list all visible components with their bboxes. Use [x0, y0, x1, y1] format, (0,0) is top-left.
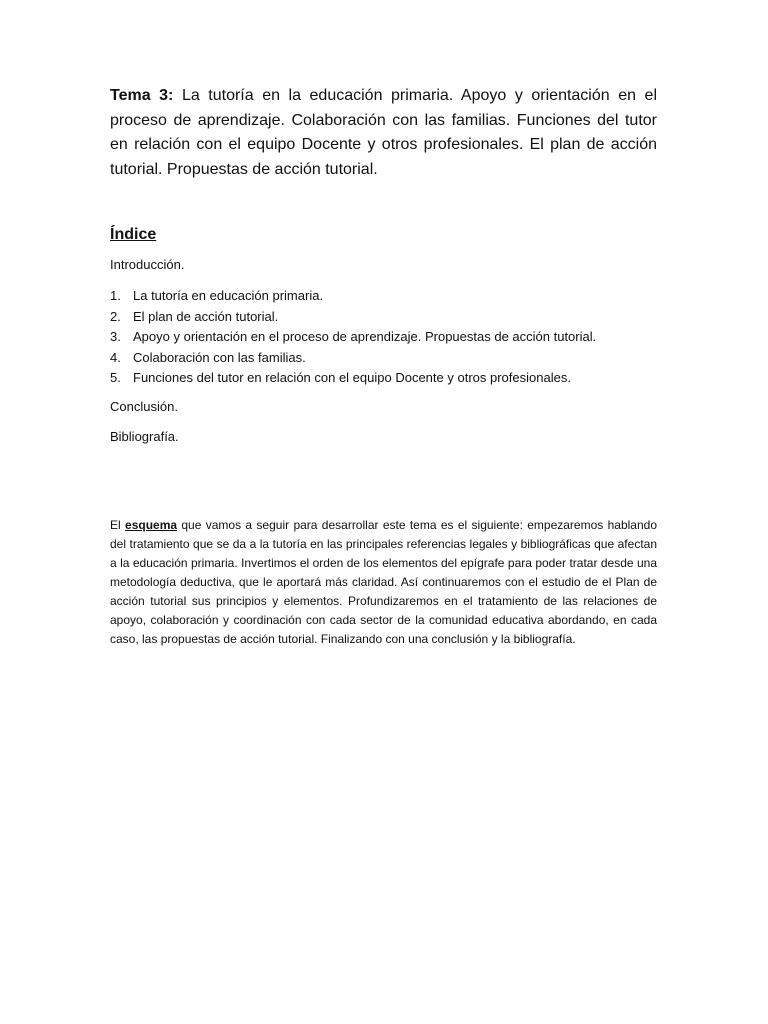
- schema-prefix: El: [110, 517, 126, 532]
- index-item: [110, 307, 657, 328]
- index-item: [110, 286, 657, 307]
- index-bibliography: Bibliografía.: [110, 428, 179, 444]
- index-introduction: Introducción.: [110, 257, 185, 272]
- topic-label: Tema 3:: [110, 87, 174, 104]
- index-item-text: La tutoría en educación primaria.: [133, 288, 324, 303]
- index-heading: Índice: [110, 226, 157, 243]
- index-item-number: 1.: [110, 288, 121, 303]
- schema-text: que vamos a seguir para desarrollar este tema es el siguiente: empezaremos hablando del tratamiento que se da a la tutoría en las principales referencias legales y bibliográficas que afectan a la educación primaria. Invertimos el orden de los elementos del epígrafe para poder tratar desde una metodología deductiva, que le aportará más claridad. Así continuaremos con el estudio de el Plan de acción tutorial sus principios y elementos. Profundizaremos en el tratamiento de las relaciones de apoyo, colaboración y coordinación con cada sector de la comunidad educativa abordando, en cada caso, las propuestas de acción tutorial. Finalizando con una conclusión y la bibliografía.: [110, 517, 657, 646]
- index-item-text: Colaboración con las familias.: [133, 349, 306, 365]
- index-item: [110, 348, 657, 369]
- index-item-text: Funciones del tutor en relación con el equipo Docente y otros profesionales.: [133, 370, 571, 385]
- topic-title: [110, 84, 657, 182]
- index-item-text: Apoyo y orientación en el proceso de aprendizaje. Propuestas de acción tutorial.: [133, 329, 597, 344]
- index-item-number: 3.: [110, 329, 121, 344]
- index-item-number: 2.: [110, 308, 121, 324]
- schema-paragraph: [110, 516, 657, 649]
- index-conclusion: Conclusión.: [110, 398, 178, 414]
- index-item-number: 4.: [110, 349, 121, 365]
- index-item: [110, 327, 657, 348]
- schema-highlight: esquema: [125, 517, 178, 532]
- index-item-text: El plan de acción tutorial.: [133, 308, 279, 324]
- index-list: [110, 286, 657, 389]
- topic-title-text: La tutoría en la educación primaria. Apoyo y orientación en el proceso de aprendizaje. Colaboración con las familias. Funciones del tutor en relación con el equipo Docente y otros profesionales. El plan de acción tutorial. Propuestas de acción tutorial.: [110, 87, 657, 178]
- index-item-number: 5.: [110, 370, 121, 385]
- index-item: [110, 368, 657, 389]
- document-content: [110, 84, 657, 661]
